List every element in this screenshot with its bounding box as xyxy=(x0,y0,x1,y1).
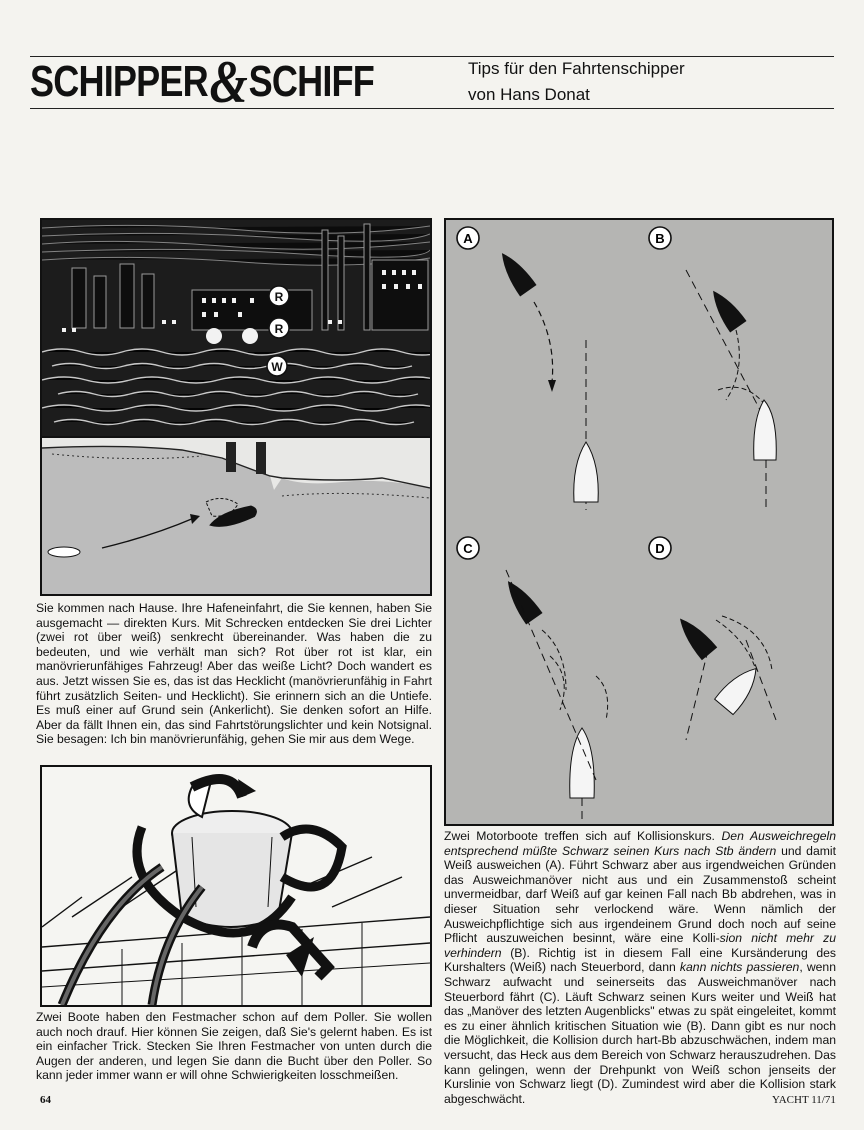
collision-text-7: , wenn Schwarz aufwacht und seinerseits das Ausweichmanöver nach Steuerbord fährt (C). Läuft Schwarz seinen Kurs weiter und Weiß hat das „Manöver des letzten Augenblicks" etwas zu spät eingeleitet, kommt es zu einer ähnlich kritischen Situation wie (B). Dann gibt es nur noch die Möglichkeit, die Kollision durch hart-Bb abzuschwächen, indem man versucht, das Heck aus dem Bereich von Schwarz herauszudrehen. Das kann gelingen, wenn der Drehpunkt von Weiß schon jenseits der Kurslinie von Schwarz liegt (D). Zumindest wird aber die Kollision stark abgeschwächt. xyxy=(444,960,836,1106)
caption-night-lights: Sie kommen nach Hause. Ihre Hafeneinfahrt, die Sie kennen, haben Sie ausgemacht — direkten Kurs. Mit Schrecken entdecken Sie drei Lichter (zwei rot über weiß) senkrecht übereinander. Was haben die zu bedeuten, und wie verhält man sich? Rot über rot ist klar, ein manövrierunfähiges Fahrzeug! Aber das weiße Licht? Doch wandert es aus. Jetzt wissen Sie es, das ist das Hecklicht (manövrierunfähig in Fahrt führt zusätzlich Seiten- und Hecklicht). Sie erinnern sich an die Untiefe. Es muß einer auf Grund sein (Ankerlicht). Sie denken sofort an Hilfe. Aber da fällt Ihnen ein, das sind Fahrtstörungslichter und kein Notsignal. Sie besagen: Ich bin manövrierunfähig, gehen Sie mir aus dem Wege. xyxy=(36,601,432,747)
caption-collision xyxy=(444,829,836,1106)
masthead-ampersand: & xyxy=(209,49,247,115)
tagline-line1: Tips für den Fahrtenschipper xyxy=(468,59,685,78)
collision-text-5: (B). Richtig ist in diesem Fall eine Kursänderung des Kurshalters (Weiß) nach Steuerbord, dann xyxy=(444,945,836,975)
page-number: 64 xyxy=(40,1094,51,1106)
collision-text-1: Zwei Motorboote treffen sich auf Kollisionskurs. xyxy=(444,829,722,843)
bollard-illustration xyxy=(40,765,432,1007)
collision-text-2: Den Ausweichregeln entsprechend müßte Schwarz seinen Kurs nach Stb ändern xyxy=(444,829,836,858)
diagram-label-a: A xyxy=(463,231,473,246)
collision-diagram-panel xyxy=(444,218,834,826)
signal-light-white xyxy=(267,356,287,376)
collision-diagrams-svg xyxy=(446,220,832,824)
collision-text-6: kann nichts passieren xyxy=(679,960,800,975)
diagram-label-c: C xyxy=(463,541,473,556)
light-label-r2: R xyxy=(274,322,284,336)
masthead-schiff: SCHIFF xyxy=(248,57,375,106)
harbour-chart-illustration xyxy=(40,436,432,596)
harbour-chart-svg xyxy=(42,438,430,594)
night-scene-svg xyxy=(42,220,430,436)
header-rule-bottom xyxy=(30,108,834,109)
light-label-r1: R xyxy=(274,290,284,304)
masthead-title xyxy=(30,49,375,115)
issue-label: YACHT 11/71 xyxy=(772,1094,836,1106)
diagram-label-b: B xyxy=(655,231,665,246)
signal-light-red-bottom xyxy=(269,318,289,338)
collision-text-3: und damit Weiß ausweichen (A). Führt Schwarz aber aus irgendweichen Gründen das Ausweichmanöver nicht aus und ein Zusammenstoß scheint unvermeidbar, darf Weiß auf gar keinen Fall nach Bb abdrehen, was in dieser Situation sehr verlockend wäre. Wenn nämlich der Ausweichpflichtige sich aus irgendeinem Grund doch noch auf seine Pflicht auszuweichen besinnt, wäre eine Kolli- xyxy=(444,843,836,946)
bollard-svg xyxy=(42,767,430,1005)
diagram-label-d: D xyxy=(655,541,665,556)
masthead-schipper: SCHIPPER xyxy=(30,57,208,106)
collision-text-4: sion nicht mehr zu verhindern xyxy=(444,931,836,960)
caption-bollard: Zwei Boote haben den Festmacher schon auf dem Poller. Sie wollen auch noch drauf. Hier können Sie zeigen, daß Sie's gelernt haben. Es ist ein einfacher Trick. Stecken Sie Ihren Festmacher von unten durch die Augen der anderen, und legen Sie dann die Bucht über den Poller. So kann jeder immer wann er will ohne Schwierigkeiten losschmeißen. xyxy=(36,1010,432,1083)
signal-light-red-top xyxy=(269,286,289,306)
tagline-line2: von Hans Donat xyxy=(468,85,590,104)
night-harbour-illustration xyxy=(40,218,432,438)
light-label-w: W xyxy=(271,360,283,374)
